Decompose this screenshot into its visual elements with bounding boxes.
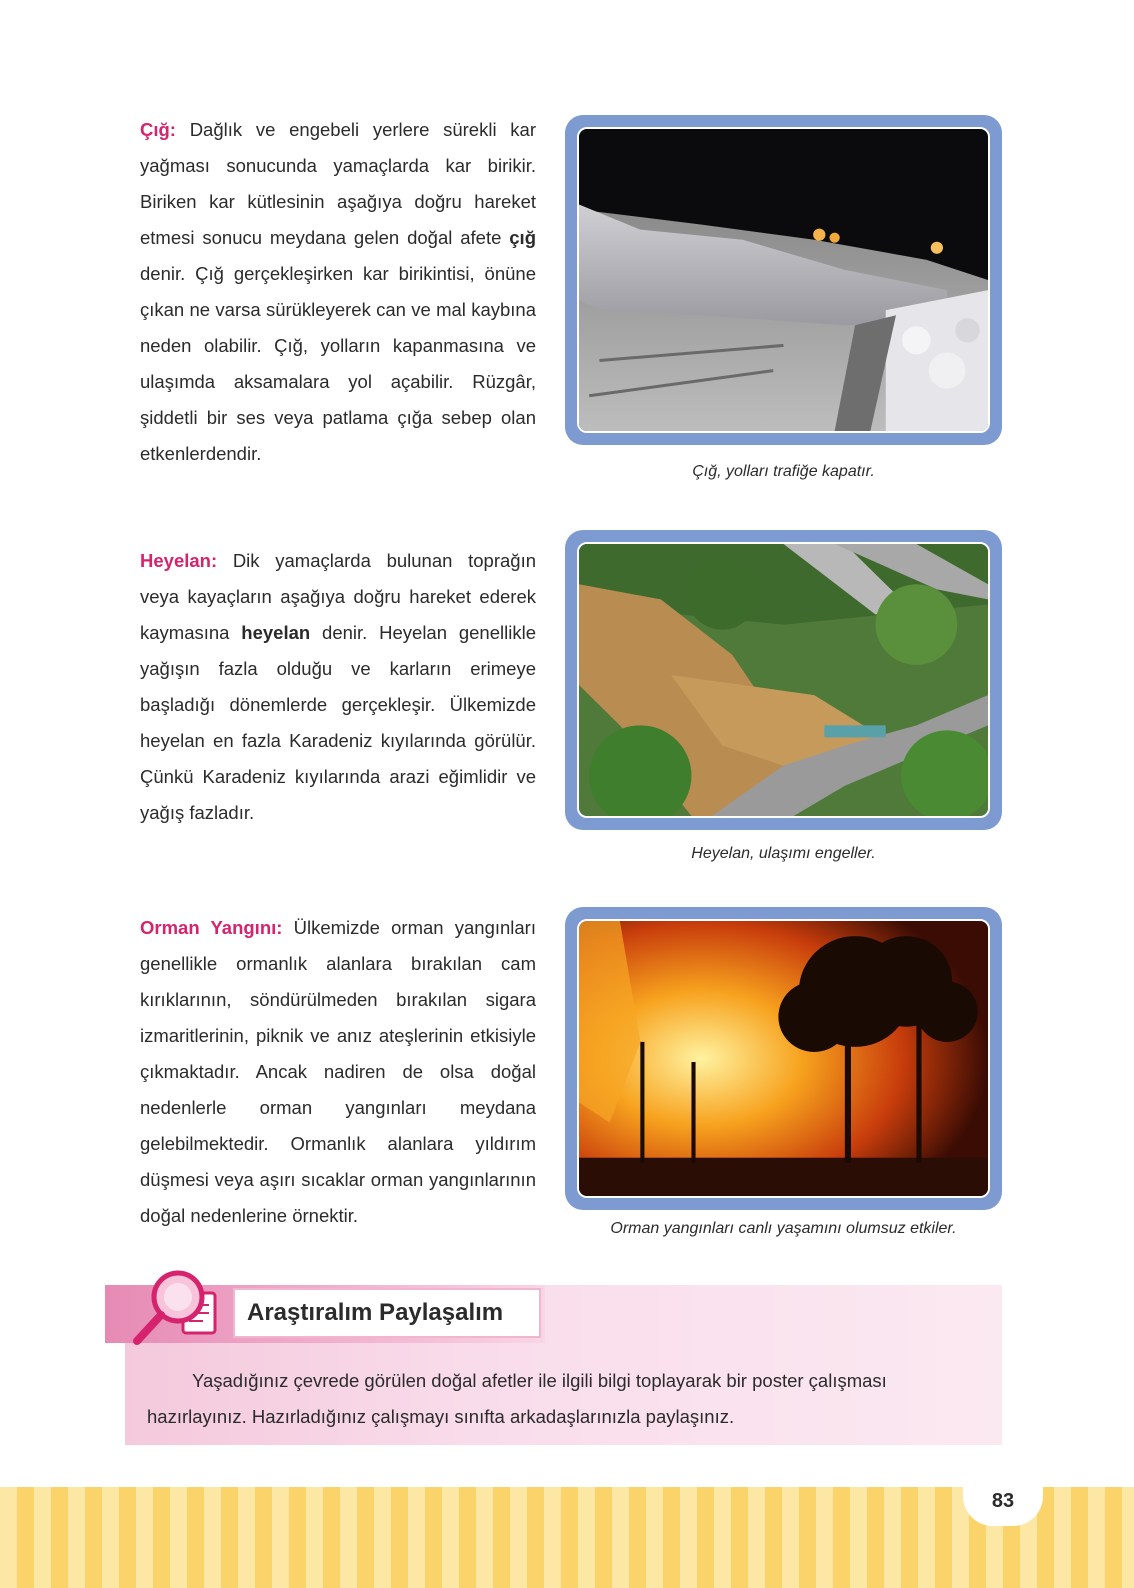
avalanche-paragraph [140, 112, 536, 472]
landslide-term: Heyelan: [140, 550, 218, 571]
research-box [105, 1285, 1002, 1445]
avalanche-keyword: çığ [509, 227, 536, 248]
avalanche-photo [577, 127, 990, 433]
landslide-photo [577, 542, 990, 818]
magnifier-document-icon [123, 1265, 233, 1355]
forest-fire-term: Orman Yangını: [140, 917, 283, 938]
page-number: 83 [963, 1476, 1043, 1526]
forest-fire-paragraph [140, 910, 536, 1234]
landslide-keyword: heyelan [241, 622, 311, 643]
landslide-text-1: Dik yamaçlarda bulunan toprağın veya kayaçların aşağıya doğru hareket ederek kaymasına [140, 550, 536, 643]
landslide-photo-frame [565, 530, 1002, 830]
landslide-text-2: denir. Heyelan genellikle yağışın fazla olduğu ve karların erimeye başladığı dönemlerde gerçekleşir. Ülkemizde heyelan en fazla Karadeniz kıyılarında görülür. Çünkü Karadeniz kıyılarında arazi eğimlidir ve yağış fazladır. [140, 622, 536, 823]
research-title: Araştıralım Paylaşalım [233, 1288, 541, 1338]
avalanche-photo-frame [565, 115, 1002, 445]
research-text: Yaşadığınız çevrede görülen doğal afetler ile ilgili bilgi toplayarak bir poster çalışması hazırlayınız. Hazırladığınız çalışmayı sınıfta arkadaşlarınızla paylaşınız. [147, 1370, 887, 1427]
forest-fire-photo-frame [565, 907, 1002, 1210]
forest-fire-caption: Orman yangınları canlı yaşamını olumsuz etkiler. [610, 1220, 957, 1237]
avalanche-text-1: Dağlık ve engebeli yerlere sürekli kar yağması sonucunda yamaçlarda kar birikir. Biriken kar kütlesinin aşağıya doğru hareket etmesi sonucu meydana gelen doğal afete [140, 119, 536, 248]
avalanche-caption: Çığ, yolları trafiğe kapatır. [692, 463, 875, 480]
landslide-paragraph [140, 543, 536, 831]
forest-fire-text: Ülkemizde orman yangınları genellikle ormanlık alanlara bırakılan cam kırıklarının, söndürülmeden bırakılan sigara izmaritlerinin, piknik ve anız ateşlerinin etkisiyle çıkmaktadır. Ancak nadiren de olsa doğal nedenlerle orman yangınları meydana gelebilmektedir. Ormanlık alanlara yıldırım düşmesi veya aşırı sıcaklar orman yangınlarının doğal nedenlerine örnektir. [140, 917, 536, 1226]
forest-fire-photo [577, 919, 990, 1198]
avalanche-term: Çığ: [140, 119, 176, 140]
landslide-caption: Heyelan, ulaşımı engeller. [691, 845, 876, 862]
avalanche-text-2: denir. Çığ gerçekleşirken kar birikintisi, önüne çıkan ne varsa sürükleyerek can ve mal kaybına neden olabilir. Çığ, yolların kapanmasına ve ulaşımda aksamalara yol açabilir. Rüzgâr, şiddetli bir ses veya patlama çığa sebep olan etkenlerdendir. [140, 263, 536, 464]
